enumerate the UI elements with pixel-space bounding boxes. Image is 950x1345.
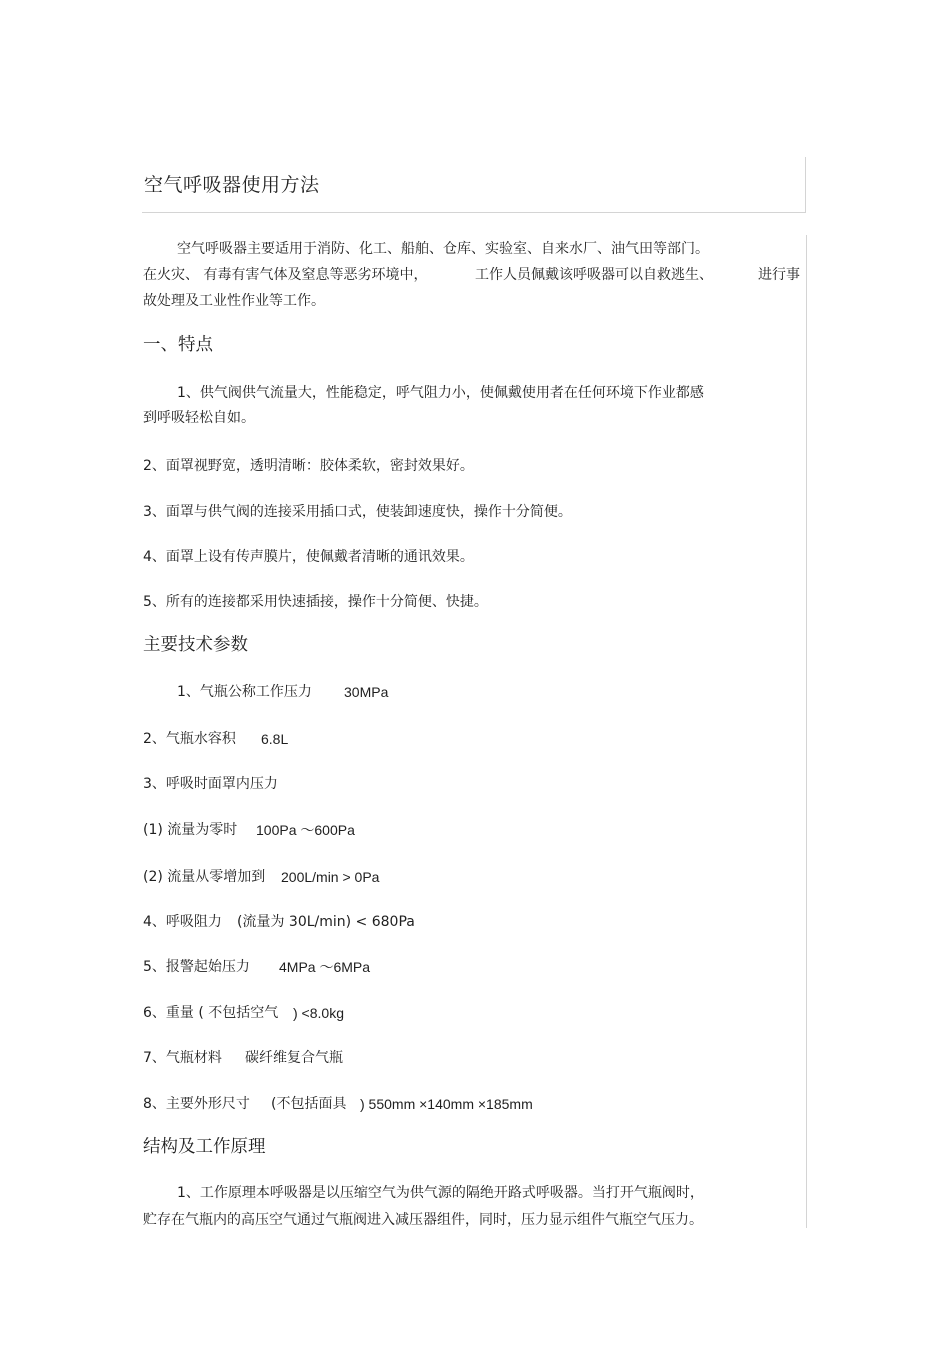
spec-7-label: 7、气瓶材料 [143, 1050, 222, 1066]
spec-3-label: 3、呼吸时面罩内压力 [143, 776, 278, 792]
features-heading: 一、特点 [143, 335, 213, 355]
specs-heading: 主要技术参数 [143, 635, 248, 655]
intro-line-3: 故处理及工业性作业等工作。 [143, 293, 325, 309]
document-title: 空气呼吸器使用方法 [144, 174, 320, 196]
spec-8-value: (不包括面具 [271, 1096, 347, 1112]
spec-3b-label: (2) 流量从零增加到 [143, 869, 266, 885]
feature-item-5: 5、所有的连接都采用快速插接，操作十分简便、快捷。 [143, 594, 488, 610]
spec-7-value: 碳纤维复合气瓶 [245, 1050, 343, 1066]
spec-1-value: 30MPa [344, 684, 389, 700]
feature-item-4: 4、面罩上设有传声膜片，使佩戴者清晰的通讯效果。 [143, 549, 474, 565]
intro-line-2c: 进行事 [758, 267, 800, 283]
principle-line-2: 贮存在气瓶内的高压空气通过气瓶阀进入减压器组件，同时，压力显示组件气瓶空气压力。 [143, 1212, 703, 1228]
intro-line-2a: 在火灾、 有毒有害气体及窒息等恶劣环境中， [143, 267, 428, 283]
spec-8-label: 8、主要外形尺寸 [143, 1096, 250, 1112]
spec-2-value: 6.8L [261, 731, 289, 747]
content-border-line [806, 235, 807, 1228]
spec-4-value: (流量为 30L/min) < 680Pa [237, 914, 415, 930]
feature-item-1-line-2: 到呼吸轻松自如。 [143, 410, 255, 426]
spec-3b-value: 200L/min > 0Pa [281, 869, 380, 885]
spec-3a-value: 100Pa ～600Pa [256, 822, 355, 838]
spec-6-value: ) <8.0kg [293, 1005, 344, 1021]
spec-5-value: 4MPa ～6MPa [279, 959, 371, 975]
feature-item-3: 3、面罩与供气阀的连接采用插口式，使装卸速度快，操作十分简便。 [143, 504, 572, 520]
feature-item-2: 2、面罩视野宽，透明清晰：胶体柔软，密封效果好。 [143, 458, 474, 474]
spec-4-label: 4、呼吸阻力 [143, 914, 222, 930]
spec-2-label: 2、气瓶水容积 [143, 731, 236, 747]
spec-6-label: 6、重量 ( 不包括空气 [143, 1005, 279, 1021]
intro-line-1: 空气呼吸器主要适用于消防、化工、船舶、仓库、实验室、自来水厂、油气田等部门。 [177, 241, 709, 257]
title-box [142, 157, 806, 213]
intro-line-2b: 工作人员佩戴该呼吸器可以自救逃生、 [475, 267, 713, 283]
spec-1-label: 1、气瓶公称工作压力 [177, 684, 312, 700]
principle-line-1: 1、工作原理本呼吸器是以压缩空气为供气源的隔绝开路式呼吸器。当打开气瓶阀时， [177, 1185, 704, 1201]
spec-3a-label: (1) 流量为零时 [143, 822, 238, 838]
spec-8-dimensions: ) 550mm ×140mm ×185mm [360, 1096, 533, 1112]
spec-5-label: 5、报警起始压力 [143, 959, 250, 975]
principle-heading: 结构及工作原理 [143, 1137, 266, 1157]
feature-item-1-line-1: 1、供气阀供气流量大，性能稳定，呼气阻力小，使佩戴使用者在任何环境下作业都感 [177, 385, 704, 401]
